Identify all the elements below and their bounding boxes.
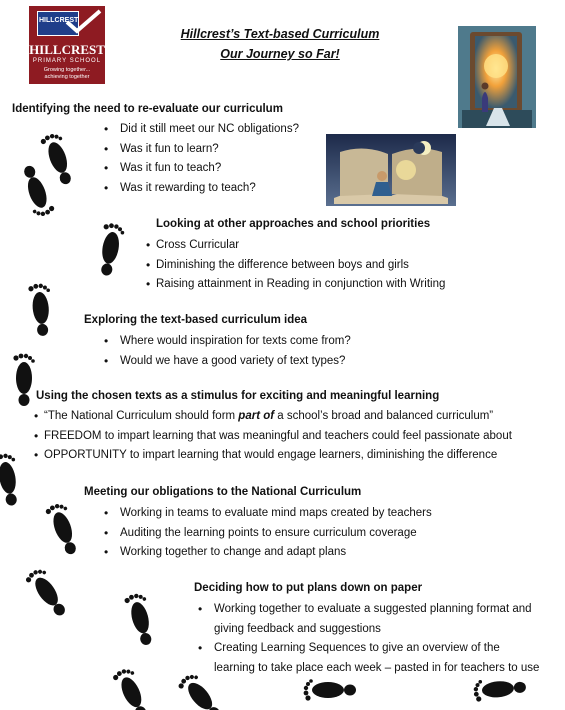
section-heading: Identifying the need to re-evaluate our curriculum xyxy=(12,103,283,115)
section-heading: Exploring the text-based curriculum idea xyxy=(84,314,308,326)
section-heading: Meeting our obligations to the National Curriculum xyxy=(84,486,362,498)
logo-tagline-1: Growing together... xyxy=(43,67,91,73)
list-item: • Working together to change and adapt plans xyxy=(102,543,432,563)
logo-banner-text: HILLCREST xyxy=(39,17,79,24)
list-item: • Creating Learning Sequences to give an overview of the learning to take place each week – pasted in for teachers to use xyxy=(196,639,542,678)
footprint-icon xyxy=(111,666,153,710)
footprint-icon xyxy=(473,676,527,702)
section-heading: Looking at other approaches and school priorities xyxy=(156,218,431,230)
quote-emphasis: part of xyxy=(238,410,275,422)
bullet-list xyxy=(102,120,299,198)
footprint-icon xyxy=(304,679,356,700)
list-item: • Did it still meet our NC obligations? xyxy=(102,120,299,140)
list-item: • Auditing the learning points to ensure curriculum coverage xyxy=(102,524,432,544)
bullet-list xyxy=(36,407,512,466)
list-item: • Would we have a good variety of text types? xyxy=(102,352,351,372)
list-item: • Raising attainment in Reading in conjunction with Writing xyxy=(148,275,445,295)
bullet-list xyxy=(102,332,351,371)
list-item: • OPPORTUNITY to impart learning that would engage learners, diminishing the difference xyxy=(36,446,512,466)
footprint-icon xyxy=(0,452,23,507)
footprint-icon xyxy=(24,565,72,620)
list-item xyxy=(36,407,512,427)
bullet-list xyxy=(196,600,542,678)
quote-text: a school’s broad and balanced curriculum” xyxy=(274,410,494,422)
quote-text: “The National Curriculum should form xyxy=(44,410,239,422)
footprint-icon xyxy=(95,222,125,277)
page-title: Hillcrest’s Text-based Curriculum xyxy=(180,27,380,41)
logo-tagline-2: achieving together xyxy=(44,74,90,80)
list-item: • Diminishing the difference between boys and girls xyxy=(148,256,445,276)
bullet-list xyxy=(102,504,432,563)
list-item: • Cross Curricular xyxy=(148,236,445,256)
list-item: • Was it rewarding to teach? xyxy=(102,179,299,199)
list-item: • Where would inspiration for texts come from? xyxy=(102,332,351,352)
bullet-list xyxy=(148,236,445,295)
logo-school: PRIMARY SCHOOL xyxy=(32,58,102,64)
footprint-icon xyxy=(13,354,34,406)
logo-name: HILLCREST xyxy=(29,42,105,57)
footprint-icon xyxy=(18,163,56,220)
footprint-icon xyxy=(28,283,54,337)
list-item: • Was it fun to teach? xyxy=(102,159,299,179)
section-heading: Deciding how to put plans down on paper xyxy=(194,582,423,594)
footprint-icon xyxy=(124,591,158,647)
list-item: • FREEDOM to impart learning that was meaningful and teachers could feel passionate about xyxy=(36,427,512,447)
page-subtitle: Our Journey so Far! xyxy=(220,47,340,61)
footprint-icon xyxy=(39,131,77,188)
list-item: • Was it fun to learn? xyxy=(102,140,299,160)
footprint-icon xyxy=(44,501,82,558)
list-item: • Working together to evaluate a suggested planning format and giving feedback and suggestions xyxy=(196,600,542,639)
list-item: • Working in teams to evaluate mind maps created by teachers xyxy=(102,504,432,524)
section-heading: Using the chosen texts as a stimulus for exciting and meaningful learning xyxy=(36,390,440,402)
